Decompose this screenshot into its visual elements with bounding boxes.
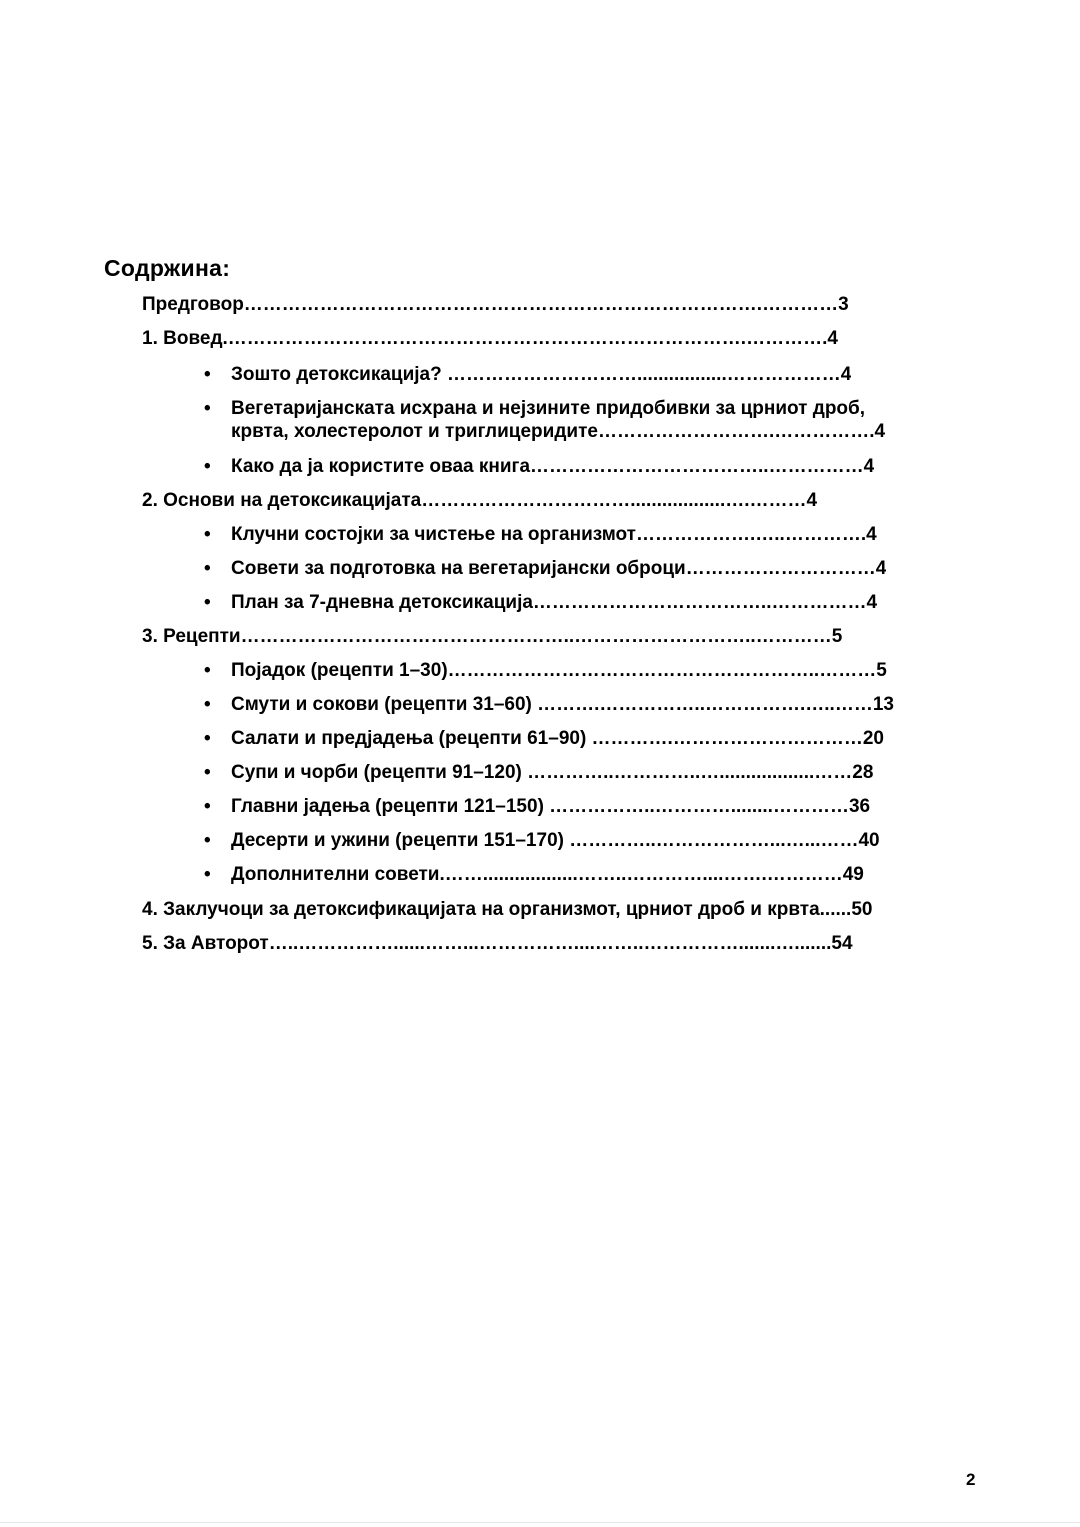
toc-entry-text: Главни јадења (рецепти 121–150) ……………..…………........…………36 bbox=[231, 796, 871, 817]
toc-entry-text: Салати и предјадења (рецепти 61–90) ………….…………………………20 bbox=[231, 728, 884, 749]
toc-entry-text: Супи и чорби (рецепти 91–120) …………..…………..…..................……28 bbox=[231, 762, 874, 783]
bullet-icon: • bbox=[204, 728, 211, 749]
toc-heading: Содржина: bbox=[104, 255, 231, 281]
toc-entry-text: Предговор……………………………………………………………………….…………3 bbox=[142, 294, 849, 315]
bullet-icon: • bbox=[204, 592, 211, 613]
bullet-icon: • bbox=[204, 796, 211, 817]
bullet-icon: • bbox=[204, 694, 211, 715]
toc-entry-text: Појадок (рецепти 1–30)…………………………………………………..………5 bbox=[231, 660, 887, 681]
toc-entry-text: 2. Основи на детоксикацијата……………………………..................….………4 bbox=[142, 490, 818, 511]
page-edge-divider bbox=[0, 1522, 1080, 1523]
bullet-icon: • bbox=[204, 660, 211, 681]
toc-entry-text: Смути и сокови (рецепти 31–60) ……….……………..…………….…..……13 bbox=[231, 694, 894, 715]
toc-entry-conclusions[interactable] bbox=[142, 898, 872, 921]
toc-entry-text: Зошто детоксикација? ………………………….................………………4 bbox=[231, 364, 852, 385]
toc-entry-text: 1. Вовед.……………………………………………………………………….………….4 bbox=[142, 328, 838, 349]
toc-entry-text: Вегетаријанската исхрана и нејзините придобивки за црниот дроб, bbox=[231, 398, 866, 419]
toc-entry-text: 5. За Авторот…..……………......……...……………....……..…………….......….......54 bbox=[142, 933, 853, 954]
toc-entry-text: Совети за подготовка на вегетаријански оброци…………………………4 bbox=[231, 558, 887, 579]
bullet-icon: • bbox=[204, 558, 211, 579]
toc-entry-text: 3. Рецепти……………………………………………..………………………..…………5 bbox=[142, 626, 843, 647]
toc-entry-text: Дополнителни совети.……..................……..…………....…….…………49 bbox=[231, 864, 864, 885]
toc-entry-recipes[interactable] bbox=[142, 625, 842, 648]
toc-entry-text: План за 7-дневна детоксикација………………………………..……………4 bbox=[231, 592, 878, 613]
toc-entry-text: Десерти и ужини (рецепти 151–170) …………..………………...…...……40 bbox=[231, 830, 880, 851]
bullet-icon: • bbox=[204, 456, 211, 477]
toc-entry-text: 4. Заклучоци за детоксификацијата на организмот, црниот дроб и крвта......50 bbox=[142, 899, 873, 920]
bullet-icon: • bbox=[204, 398, 211, 419]
bullet-icon: • bbox=[204, 830, 211, 851]
toc-entry-introduction[interactable] bbox=[142, 327, 838, 350]
toc-entry-text: Како да ја користите оваа книга………………………………..……………4 bbox=[231, 456, 875, 477]
bullet-icon: • bbox=[204, 864, 211, 885]
bullet-icon: • bbox=[204, 762, 211, 783]
toc-entry-preface[interactable] bbox=[142, 293, 849, 316]
bullet-icon: • bbox=[204, 364, 211, 385]
page-number: 2 bbox=[966, 1470, 976, 1489]
bullet-icon: • bbox=[204, 524, 211, 545]
toc-entry-text: Клучни состојки за чистење на организмот……………….…..………….4 bbox=[231, 524, 877, 545]
toc-entry-detox-basics[interactable] bbox=[142, 489, 817, 512]
toc-entry-about-author[interactable] bbox=[142, 932, 853, 955]
toc-entry-text-continued: крвта, холестеролот и триглицеридите……………………….…………….4 bbox=[231, 421, 886, 442]
